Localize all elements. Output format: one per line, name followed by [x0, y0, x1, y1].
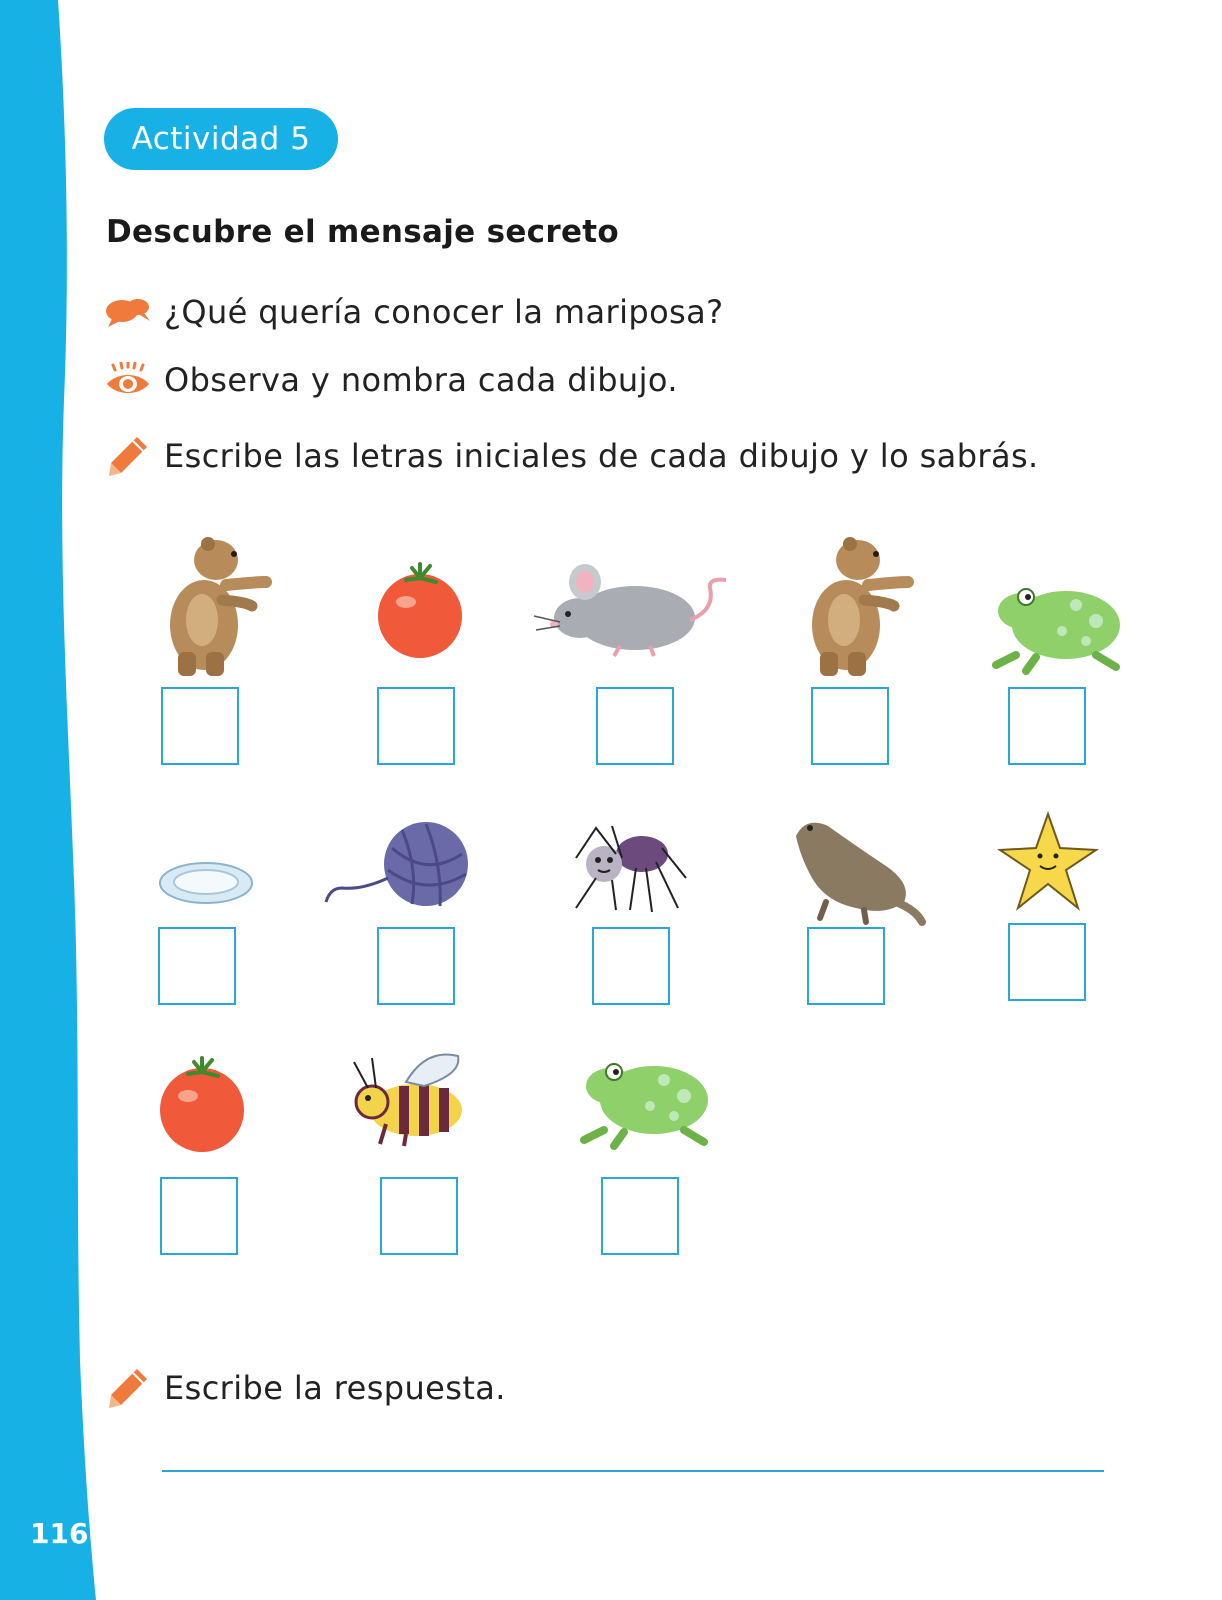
instruction-talk — [104, 288, 724, 336]
pencil-icon — [104, 1368, 152, 1408]
letter-box[interactable] — [380, 1177, 458, 1255]
answer-prompt-text: Escribe la respuesta. — [164, 1369, 506, 1407]
letter-box[interactable] — [1008, 923, 1086, 1001]
otter-picture — [776, 806, 926, 926]
bear-picture — [798, 530, 918, 680]
letter-box[interactable] — [592, 927, 670, 1005]
frog-picture — [986, 575, 1136, 675]
letter-box[interactable] — [596, 687, 674, 765]
letter-box[interactable] — [158, 927, 236, 1005]
frog-picture — [574, 1050, 724, 1150]
instruction-observe — [104, 356, 678, 404]
instruction-text: ¿Qué quería conocer la mariposa? — [164, 293, 724, 331]
answer-prompt — [104, 1364, 506, 1412]
instruction-write — [104, 432, 1039, 480]
mouse-picture — [530, 560, 730, 660]
page-number: 116 — [30, 1517, 89, 1550]
letter-box[interactable] — [160, 1177, 238, 1255]
tomato-picture — [370, 560, 470, 660]
answer-line[interactable] — [162, 1470, 1104, 1472]
letter-box[interactable] — [377, 687, 455, 765]
instruction-text: Observa y nombra cada dibujo. — [164, 361, 678, 399]
letter-box[interactable] — [1008, 687, 1086, 765]
instruction-text: Escribe las letras iniciales de cada dibujo y lo sabrás. — [164, 437, 1039, 475]
letter-box[interactable] — [161, 687, 239, 765]
bear-picture — [156, 530, 276, 680]
letter-box[interactable] — [377, 927, 455, 1005]
tomato-picture — [152, 1054, 252, 1154]
side-band — [0, 0, 110, 1600]
letter-box[interactable] — [811, 687, 889, 765]
star-picture — [996, 810, 1100, 914]
eye-icon — [104, 360, 152, 400]
yarn-ball-picture — [322, 818, 472, 918]
letter-box[interactable] — [807, 927, 885, 1005]
bee-picture — [346, 1048, 476, 1148]
activity-badge: Actividad 5 — [104, 108, 338, 170]
spider-picture — [556, 818, 696, 918]
plate-picture — [156, 858, 256, 908]
letter-box[interactable] — [601, 1177, 679, 1255]
page-title: Descubre el mensaje secreto — [106, 214, 619, 250]
pencil-icon — [104, 436, 152, 476]
speech-bubbles-icon — [104, 292, 152, 332]
